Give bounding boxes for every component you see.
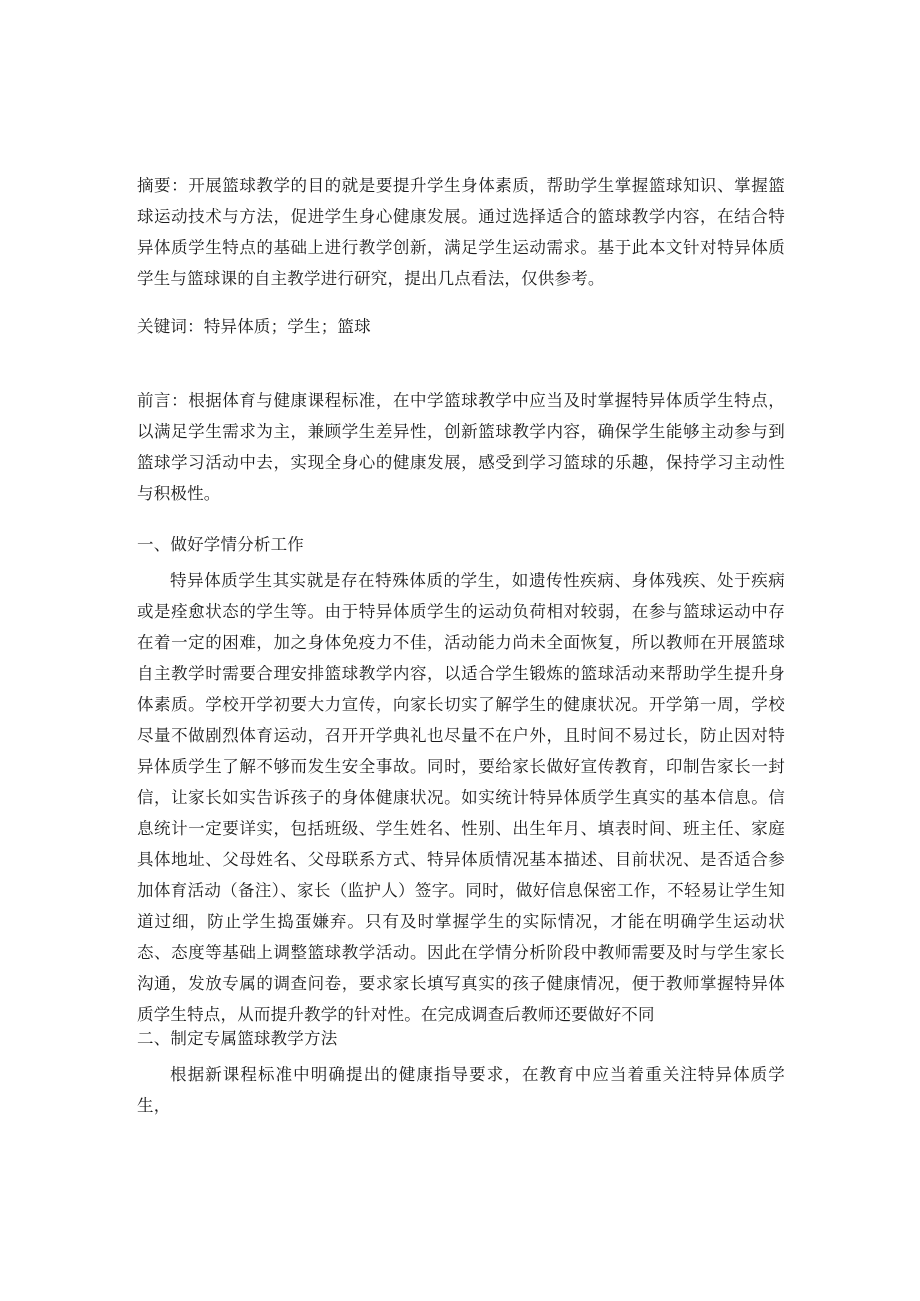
keywords-text: 特异体质；学生；篮球 (203, 317, 371, 336)
section-heading-2: 二、制定专属篮球教学方法 (137, 1029, 338, 1048)
keywords-label: 关键词： (137, 317, 204, 336)
section-body-1: 特异体质学生其实就是存在特殊体质的学生，如遗传性疾病、身体残疾、处于疾病或是痊愈状态的学生等。由于特异体质学生的运动负荷相对较弱，在参与篮球运动中存在着一定的困难，加之身体免疫力不佳，活动能力尚未全面恢复，所以教师在开展篮球自主教学时需要合理安排篮球教学内容，以适合学生锻炼的篮球活动来帮助学生提升身体素质。学校开学初要大力宣传，向家长切实了解学生的健康状况。开学第一周，学校尽量不做剧烈体育运动，召开开学典礼也尽量不在户外，且时间不易过长，防止因对特异体质学生了解不够而发生安全事故。同时，要给家长做好宣传教育，印制告家长一封信，让家长如实告诉孩子的身体健康状况。如实统计特异体质学生真实的基本信息。信息统计一定要详实，包括班级、学生姓名、性别、出生年月、填表时间、班主任、家庭具体地址、父母姓名、父母联系方式、特异体质情况基本描述、目前状况、是否适合参加体育活动（备注）、家长（监护人）签字。同时，做好信息保密工作，不轻易让学生知道过细，防止学生捣蛋嫌弃。只有及时掌握学生的实际情况，才能在明确学生运动状态、态度等基础上调整篮球教学活动。因此在学情分析阶段中教师需要及时与学生家长沟通，发放专属的调查问卷，要求家长填写真实的孩子健康情况，便于教师掌握特异体质学生特点，从而提升教学的针对性。在完成调查后教师还要做好不同 (137, 571, 785, 1024)
preface-label: 前言： (137, 391, 189, 410)
section-body-2: 根据新课程标准中明确提出的健康指导要求，在教育中应当着重关注特异体质学生， (137, 1065, 785, 1115)
abstract-label: 摘要： (137, 176, 189, 195)
section-heading-1: 一、做好学情分析工作 (137, 535, 304, 554)
preface-text: 根据体育与健康课程标准，在中学篮球教学中应当及时掌握特异体质学生特点，以满足学生需求为主，兼顾学生差异性，创新篮球教学内容，确保学生能够主动参与到篮球学习活动中去，实现全身心的健康发展，感受到学习篮球的乐趣，保持学习主动性与积极性。 (137, 391, 785, 503)
abstract-paragraph (137, 170, 785, 294)
abstract-text: 开展篮球教学的目的就是要提升学生身体素质，帮助学生掌握篮球知识、掌握篮球运动技术与方法，促进学生身心健康发展。通过选择适合的篮球教学内容，在结合特异体质学生特点的基础上进行教学创新，满足学生运动需求。基于此本文针对特异体质学生与篮球课的自主教学进行研究，提出几点看法，仅供参考。 (137, 176, 785, 288)
preface-paragraph (137, 385, 785, 509)
keywords-line (137, 311, 785, 342)
